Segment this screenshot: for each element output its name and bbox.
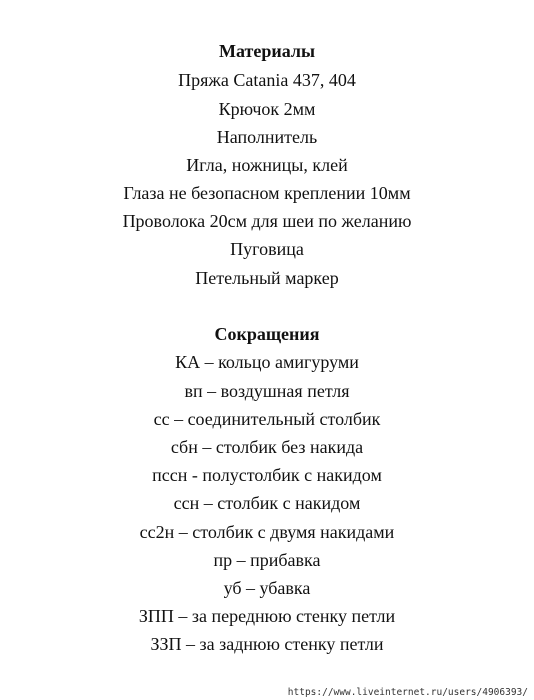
materials-item: Пряжа Catania 437, 404 [178, 70, 356, 90]
abbreviation-item: уб – убавка [223, 578, 311, 598]
abbreviation-item: ЗПП – за переднюю стенку петли [138, 606, 396, 626]
materials-item: Глаза не безопасном креплении 10мм [123, 183, 411, 203]
materials-item: Пуговица [230, 239, 304, 259]
abbreviation-item: сбн – столбик без накида [170, 437, 364, 457]
materials-title: Материалы [218, 41, 316, 61]
abbreviation-item: ЗЗП – за заднюю стенку петли [150, 634, 384, 654]
watermark-url: https://www.liveinternet.ru/users/4906393/ [287, 687, 528, 698]
abbreviation-item: вп – воздушная петля [184, 381, 350, 401]
materials-item: Крючок 2мм [218, 99, 316, 119]
abbreviation-item: пссн - полустолбик с накидом [152, 465, 382, 485]
abbreviation-item: ссн – столбик с накидом [173, 493, 361, 513]
abbreviation-item: сс – соединительный столбик [153, 409, 381, 429]
abbreviation-item: пр – прибавка [213, 550, 321, 570]
materials-item: Проволока 20см для шеи по желанию [122, 211, 412, 231]
abbreviations-title: Сокращения [214, 324, 320, 344]
materials-item: Наполнитель [216, 127, 318, 147]
abbreviation-item: сс2н – столбик с двумя накидами [139, 522, 395, 542]
materials-item: Петельный маркер [195, 268, 339, 288]
materials-item: Игла, ножницы, клей [186, 155, 348, 175]
abbreviation-item: КА – кольцо амигуруми [175, 352, 359, 372]
